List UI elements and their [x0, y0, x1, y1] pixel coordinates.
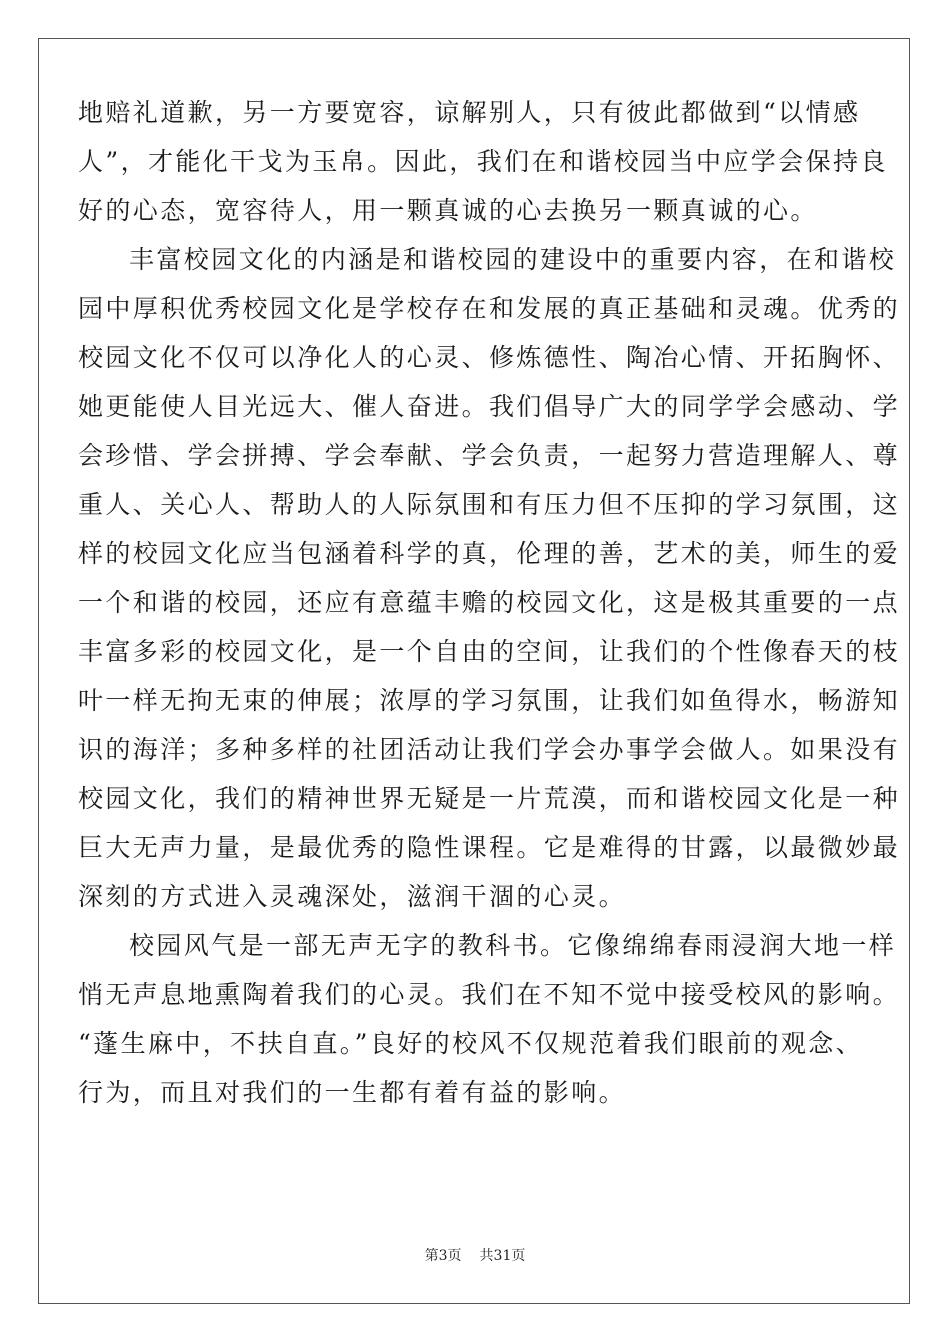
text-line-14: 识的海洋；多种多样的社团活动让我们学会办事学会做人。如果没有 [78, 735, 901, 764]
text-line-19: 悄无声息地熏陶着我们的心灵。我们在不知不觉中接受校风的影响。 [78, 980, 901, 1009]
text-line-11: 一个和谐的校园，还应有意蕴丰赡的校园文化，这是极其重要的一点 [78, 588, 901, 617]
text-line-13: 叶一样无拘无束的伸展；浓厚的学习氛围，让我们如鱼得水，畅游知 [78, 686, 901, 715]
text-line-15: 校园文化，我们的精神世界无疑是一片荒漠，而和谐校园文化是一种 [78, 784, 901, 813]
text-line-7: 她更能使人目光远大、催人奋进。我们倡导广大的同学学会感动、学 [78, 392, 901, 421]
page-number: 第3页 [424, 1248, 462, 1264]
text-line-3: 好的心态，宽容待人，用一颗真诚的心去换另一颗真诚的心。 [78, 196, 818, 225]
document-body [78, 88, 901, 1117]
text-line-17: 深刻的方式进入灵魂深处，滋润干涸的心灵。 [78, 882, 627, 911]
text-line-16: 巨大无声力量，是最优秀的隐性课程。它是难得的甘露，以最微妙最 [78, 833, 901, 862]
text-line-20: “蓬生麻中，不扶自直。”良好的校风不仅规范着我们眼前的观念、 [78, 1029, 864, 1058]
text-line-4: 丰富校园文化的内涵是和谐校园的建设中的重要内容，在和谐校 [129, 245, 897, 274]
text-line-8: 会珍惜、学会拼搏、学会奉献、学会负责，一起努力营造理解人、尊 [78, 441, 901, 470]
page-total: 共31页 [479, 1248, 526, 1264]
text-line-1: 地赔礼道歉，另一方要宽容，谅解别人，只有彼此都做到“以情感 [78, 98, 861, 127]
text-line-21: 行为，而且对我们的一生都有着有益的影响。 [78, 1078, 627, 1107]
text-line-10: 样的校园文化应当包涵着科学的真，伦理的善，艺术的美，师生的爱 [78, 539, 901, 568]
text-line-6: 校园文化不仅可以净化人的心灵、修炼德性、陶冶心情、开拓胸怀、 [78, 343, 901, 372]
text-line-9: 重人、关心人、帮助人的人际氛围和有压力但不压抑的学习氛围，这 [78, 490, 901, 519]
text-line-18: 校园风气是一部无声无字的教科书。它像绵绵春雨浸润大地一样 [129, 931, 897, 960]
text-line-5: 园中厚积优秀校园文化是学校存在和发展的真正基础和灵魂。优秀的 [78, 294, 901, 323]
text-line-12: 丰富多彩的校园文化，是一个自由的空间，让我们的个性像春天的枝 [78, 637, 901, 666]
page-footer [0, 1246, 950, 1266]
text-line-2: 人”，才能化干戈为玉帛。因此，我们在和谐校园当中应学会保持良 [78, 147, 888, 176]
